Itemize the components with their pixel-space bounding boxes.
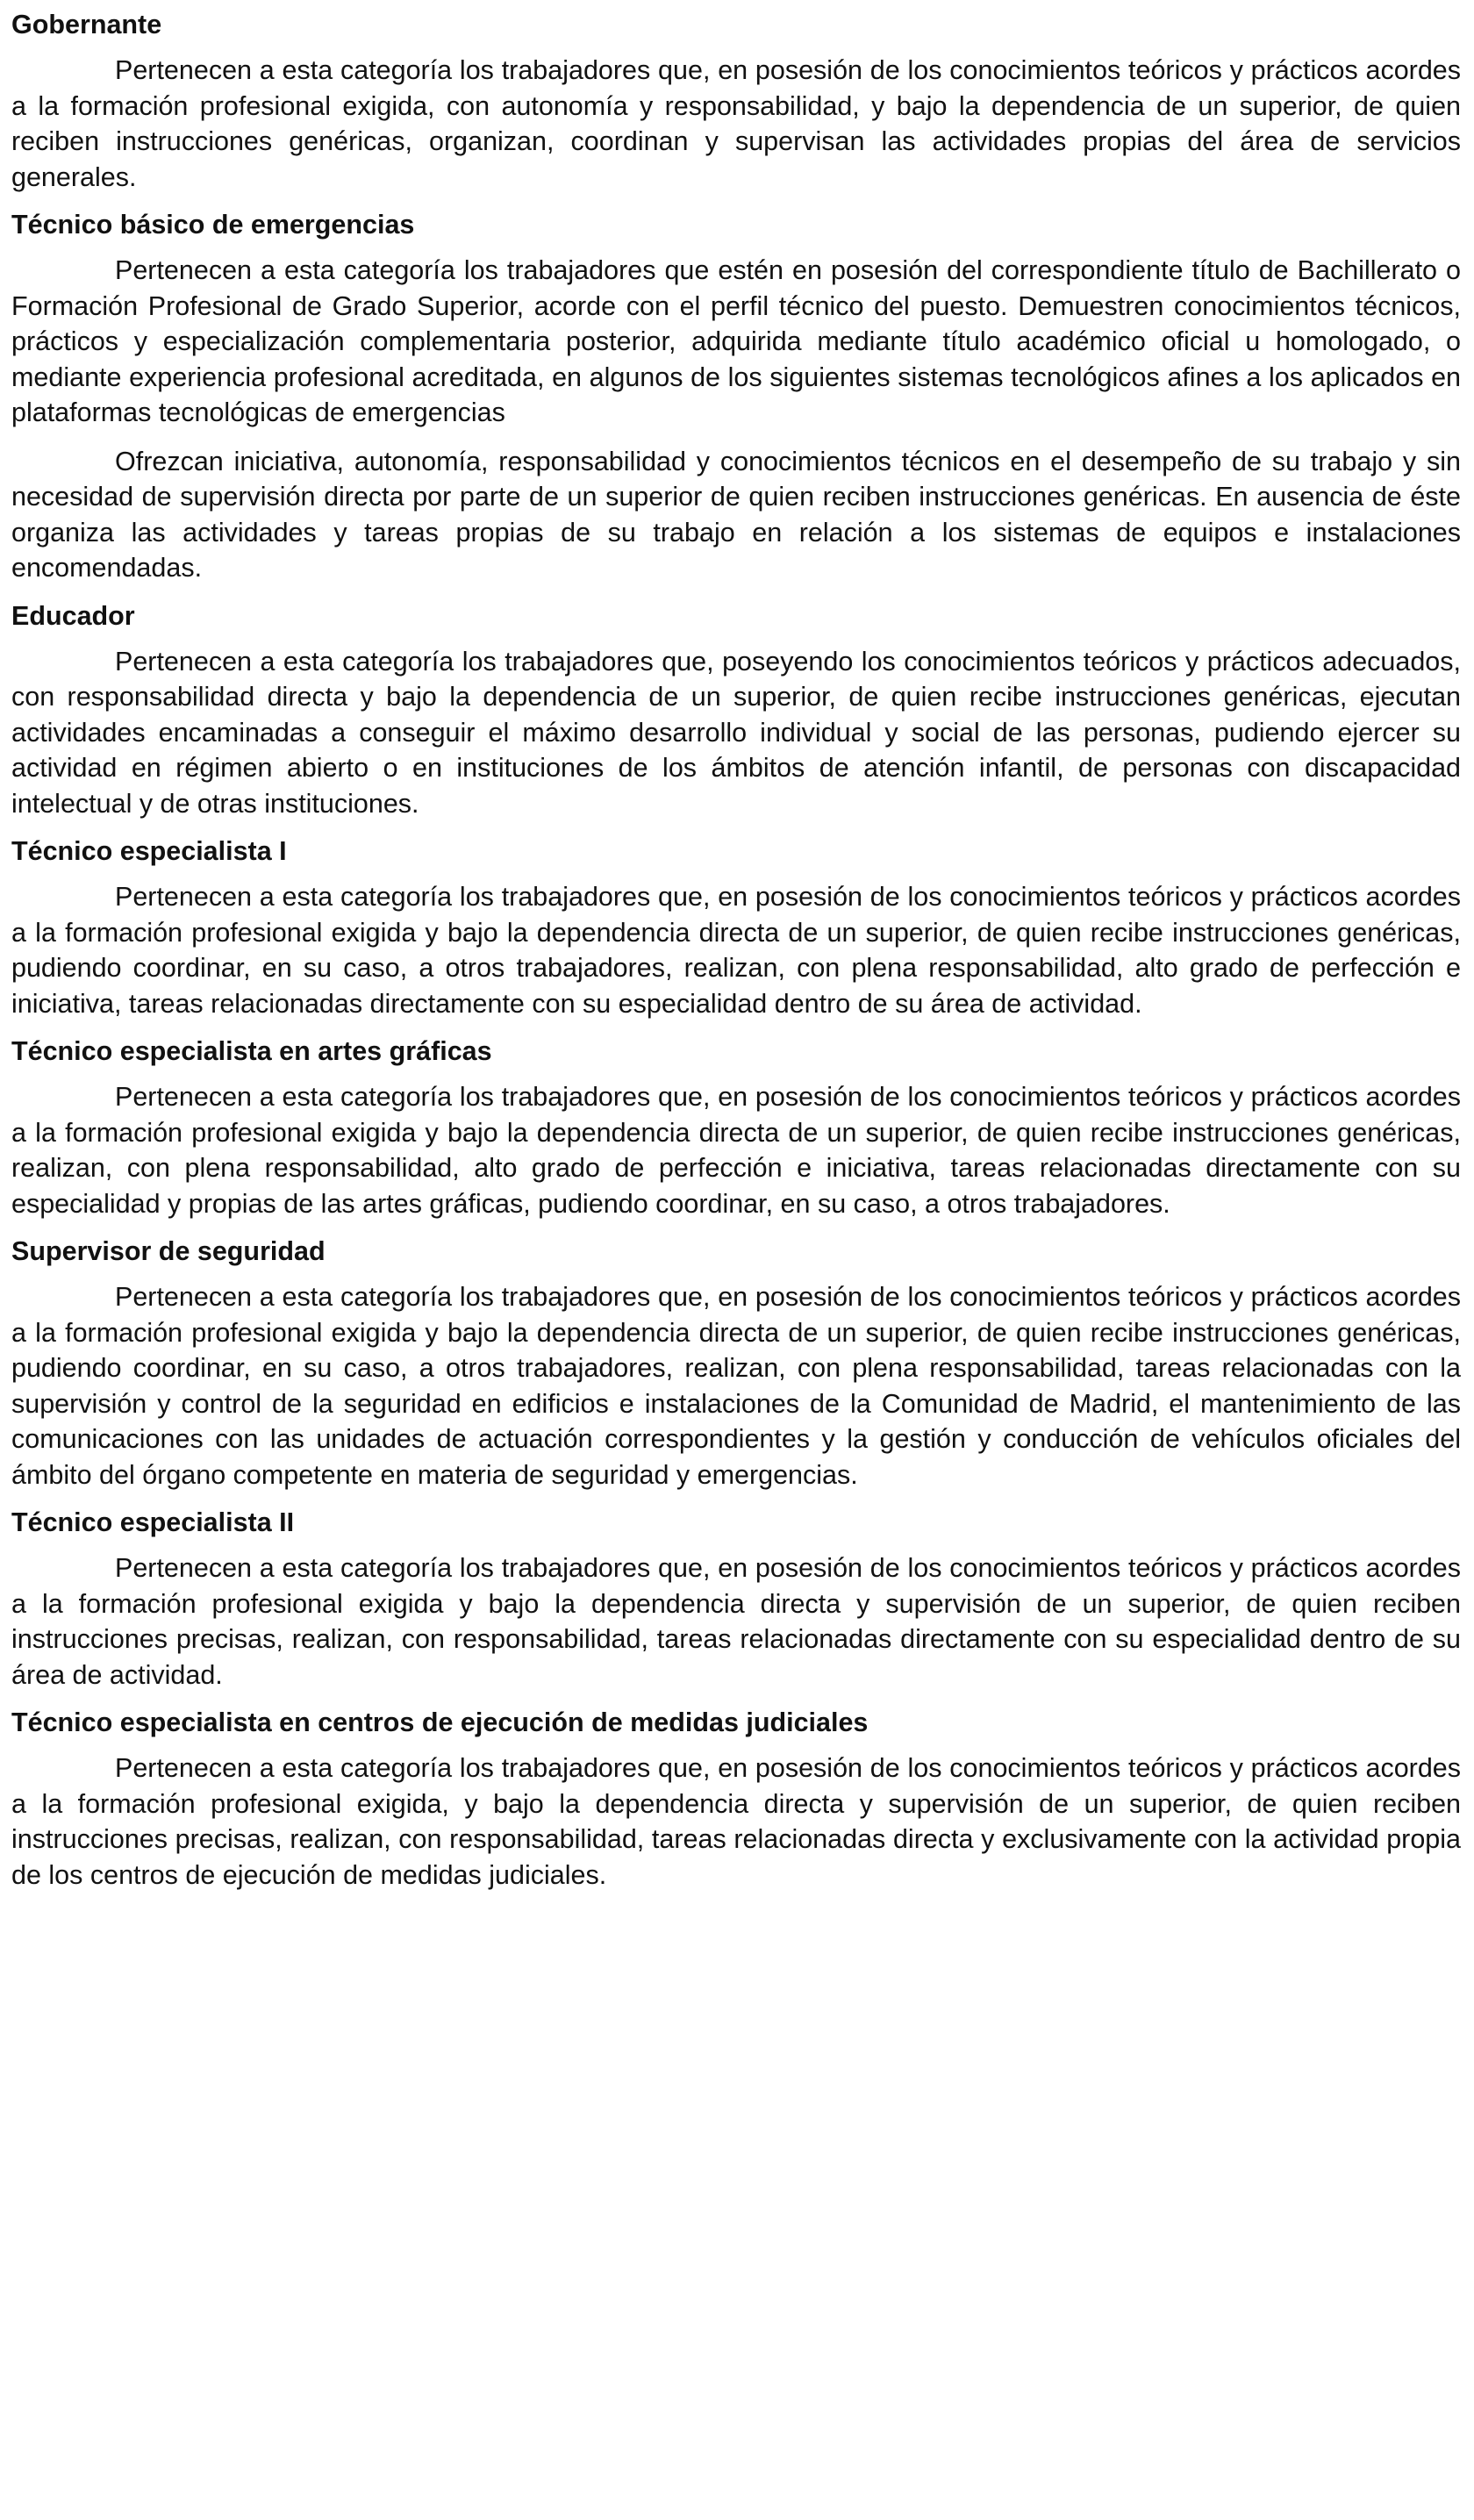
section-title: Técnico especialista en centros de ejecución de medidas judiciales <box>11 1707 869 1737</box>
section-paragraph: Pertenecen a esta categoría los trabajadores que, en posesión de los conocimientos teóricos y prácticos acordes a la formación profesional exigida y bajo la dependencia directa y supervisión de un superior, de quien reciben instrucciones precisas, realizan, con responsabilidad, tareas relacionadas directamente con su especialidad dentro de su área de actividad. <box>11 1553 1461 1690</box>
section-paragraph: Ofrezcan iniciativa, autonomía, responsabilidad y conocimientos técnicos en el desempeño de su trabajo y sin necesidad de supervisión directa por parte de un superior de quien reciben instrucciones genéricas. En ausencia de éste organiza las actividades y tareas propias de su trabajo en relación a los sistemas de equipos e instalaciones encomendadas. <box>11 446 1461 583</box>
section-paragraph: Pertenecen a esta categoría los trabajadores que, en posesión de los conocimientos teóricos y prácticos acordes a la formación profesional exigida y bajo la dependencia directa de un superior, de quien recibe instrucciones genéricas, pudiendo coordinar, en su caso, a otros trabajadores, realizan, con plena responsabilidad, alto grado de perfección e iniciativa, tareas relacionadas directamente con su especialidad dentro de su área de actividad. <box>11 882 1461 1019</box>
section-tecnico-artes-graficas <box>11 1034 1461 1221</box>
section-educador <box>11 598 1461 822</box>
section-title: Supervisor de seguridad <box>11 1236 326 1266</box>
section-supervisor-seguridad <box>11 1234 1461 1493</box>
section-title: Técnico básico de emergencias <box>11 210 415 240</box>
section-title: Educador <box>11 600 135 631</box>
section-paragraph: Pertenecen a esta categoría los trabajadores que, poseyendo los conocimientos teóricos y prácticos adecuados, con responsabilidad directa y bajo la dependencia de un superior, de quien recibe instrucciones genéricas, ejecutan actividades encaminadas a conseguir el máximo desarrollo individual y social de las personas, pudiendo ejercer su actividad en régimen abierto o en instituciones de los ámbitos de atención infantil, de personas con discapacidad intelectual y de otras instituciones. <box>11 646 1461 819</box>
section-title: Técnico especialista II <box>11 1507 295 1537</box>
document-page <box>11 7 1461 1905</box>
section-title: Gobernante <box>11 10 162 39</box>
section-paragraph: Pertenecen a esta categoría los trabajadores que, en posesión de los conocimientos teóricos y prácticos acordes a la formación profesional exigida y bajo la dependencia directa de un superior, de quien recibe instrucciones genéricas, pudiendo coordinar, en su caso, a otros trabajadores, realizan, con plena responsabilidad, tareas relacionadas con la supervisión y control de la seguridad en edificios e instalaciones de la Comunidad de Madrid, el mantenimiento de las comunicaciones con las unidades de actuación correspondientes y la gestión y conducción de vehículos oficiales del ámbito del órgano competente en materia de seguridad y emergencias. <box>11 1282 1461 1490</box>
section-paragraph: Pertenecen a esta categoría los trabajadores que estén en posesión del correspondiente título de Bachillerato o Formación Profesional de Grado Superior, acorde con el perfil técnico del puesto. Demuestren conocimientos técnicos, prácticos y especialización complementaria posterior, adquirida mediante título académico oficial u homologado, o mediante experiencia profesional acreditada, en algunos de los siguientes sistemas tecnológicos afines a los aplicados en plataformas tecnológicas de emergencias <box>11 255 1461 427</box>
section-tecnico-basico-emergencias <box>11 207 1461 586</box>
section-title: Técnico especialista en artes gráficas <box>11 1036 492 1066</box>
section-paragraph: Pertenecen a esta categoría los trabajadores que, en posesión de los conocimientos teóricos y prácticos acordes a la formación profesional exigida, con autonomía y responsabilidad, y bajo la dependencia de un superior, de quien reciben instrucciones genéricas, organizan, coordinan y supervisan las actividades propias del área de servicios generales. <box>11 55 1461 192</box>
section-gobernante <box>11 7 1461 195</box>
section-tecnico-medidas-judiciales <box>11 1705 1461 1893</box>
section-paragraph: Pertenecen a esta categoría los trabajadores que, en posesión de los conocimientos teóricos y prácticos acordes a la formación profesional exigida, y bajo la dependencia directa y supervisión de un superior, de quien reciben instrucciones precisas, realizan, con responsabilidad, tareas relacionadas directa y exclusivamente con la actividad propia de los centros de ejecución de medidas judiciales. <box>11 1753 1461 1890</box>
section-paragraph: Pertenecen a esta categoría los trabajadores que, en posesión de los conocimientos teóricos y prácticos acordes a la formación profesional exigida y bajo la dependencia directa de un superior, de quien recibe instrucciones genéricas, realizan, con plena responsabilidad, alto grado de perfección e iniciativa, tareas relacionadas directamente con su especialidad y propias de las artes gráficas, pudiendo coordinar, en su caso, a otros trabajadores. <box>11 1082 1461 1219</box>
section-tecnico-especialista-ii <box>11 1505 1461 1693</box>
section-title: Técnico especialista I <box>11 836 287 866</box>
section-tecnico-especialista-i <box>11 834 1461 1021</box>
